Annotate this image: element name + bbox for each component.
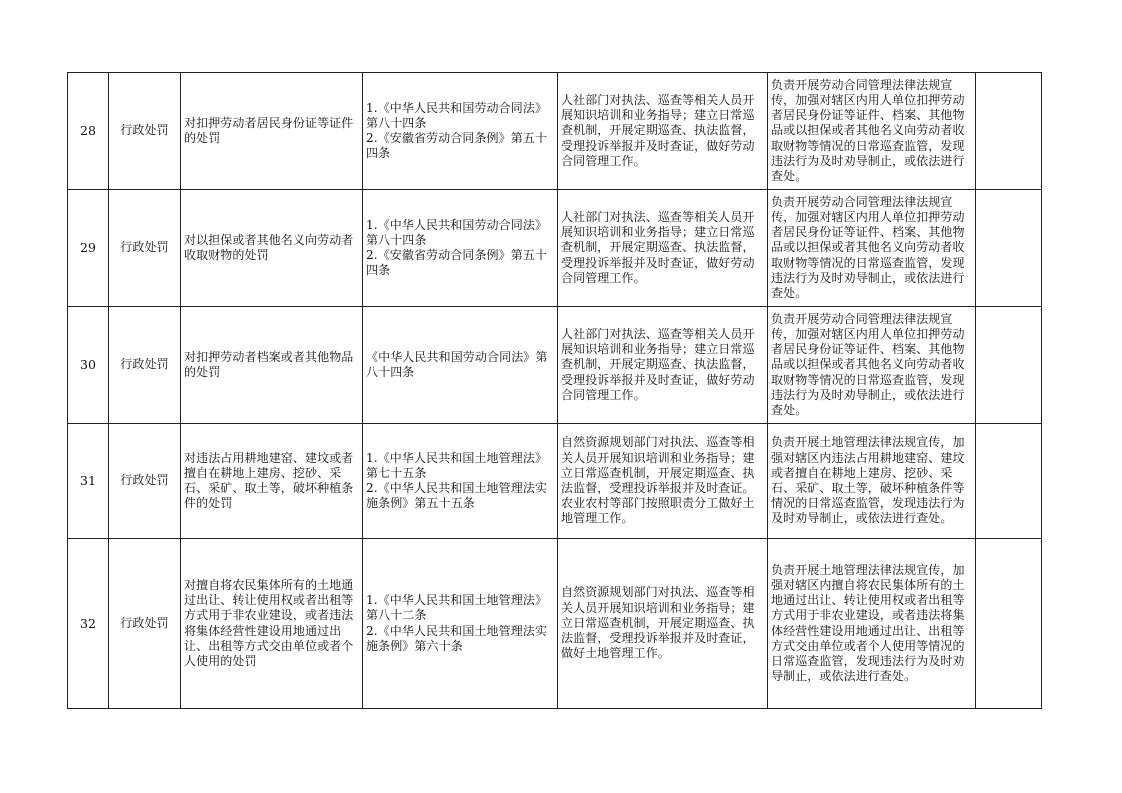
item-cell: 对以担保或者其他名义向劳动者收取财物的处罚	[181, 190, 363, 307]
basis-cell	[363, 190, 558, 307]
row-number: 30	[68, 307, 109, 424]
remark-cell	[976, 539, 1042, 709]
category-cell: 行政处罚	[109, 539, 181, 709]
table-row	[68, 424, 1042, 539]
item-cell: 对违法占用耕地建窑、建坟或者擅自在耕地上建房、挖砂、采石、采矿、取土等，破坏种植条件的处罚	[181, 424, 363, 539]
duty-cell: 负责开展劳动合同管理法律法规宣传，加强对辖区内用人单位扣押劳动者居民身份证等证件、档案、其他物品或以担保或者其他名义向劳动者收取财物等情况的日常巡查监管，发现违法行为及时劝导制止，或依法进行查处。	[768, 190, 976, 307]
table-row	[68, 307, 1042, 424]
basis-line: 2.《中华人民共和国土地管理法实施条例》第五十五条	[366, 481, 548, 511]
basis-line: 2.《中华人民共和国土地管理法实施条例》第六十条	[366, 623, 548, 653]
item-cell: 对扣押劳动者居民身份证等证件的处罚	[181, 73, 363, 190]
basis-line: 2.《安徽省劳动合同条例》第五十四条	[366, 248, 548, 278]
remark-cell	[976, 307, 1042, 424]
row-number: 32	[68, 539, 109, 709]
basis-cell	[363, 73, 558, 190]
basis-cell	[363, 539, 558, 709]
row-number: 31	[68, 424, 109, 539]
responsibility-table	[67, 72, 1042, 709]
basis-line: 1.《中华人民共和国劳动合同法》第八十四条	[366, 100, 548, 130]
category-cell: 行政处罚	[109, 424, 181, 539]
remark-cell	[976, 73, 1042, 190]
supervision-cell: 自然资源规划部门对执法、巡查等相关人员开展知识培训和业务指导；建立日常巡查机制，开展定期巡查、执法监督，受理投诉举报并及时查证。农业农村等部门按照职责分工做好土地管理工作。	[558, 424, 768, 539]
duty-cell: 负责开展土地管理法律法规宣传，加强对辖区内擅自将农民集体所有的土地通过出让、转让使用权或者出租等方式用于非农业建设，或者违法将集体经营性建设用地通过出让、出租等方式交由单位或者个人使用等情况的日常巡查监管，发现违法行为及时劝导制止，或依法进行查处。	[768, 539, 976, 709]
supervision-cell: 人社部门对执法、巡查等相关人员开展知识培训和业务指导；建立日常巡查机制，开展定期巡查、执法监督，受理投诉举报并及时查证，做好劳动合同管理工作。	[558, 190, 768, 307]
supervision-cell: 人社部门对执法、巡查等相关人员开展知识培训和业务指导；建立日常巡查机制，开展定期巡查、执法监督，受理投诉举报并及时查证，做好劳动合同管理工作。	[558, 307, 768, 424]
supervision-cell: 自然资源规划部门对执法、巡查等相关人员开展知识培训和业务指导；建立日常巡查机制，开展定期巡查、执法监督，受理投诉举报并及时查证，做好土地管理工作。	[558, 539, 768, 709]
supervision-cell: 人社部门对执法、巡查等相关人员开展知识培训和业务指导；建立日常巡查机制，开展定期巡查、执法监督，受理投诉举报并及时查证，做好劳动合同管理工作。	[558, 73, 768, 190]
table-row	[68, 73, 1042, 190]
item-cell: 对扣押劳动者档案或者其他物品的处罚	[181, 307, 363, 424]
row-number: 29	[68, 190, 109, 307]
basis-cell	[363, 424, 558, 539]
basis-line: 1.《中华人民共和国土地管理法》第八十二条	[366, 593, 548, 623]
basis-line: 1.《中华人民共和国劳动合同法》第八十四条	[366, 217, 548, 247]
basis-line: 1.《中华人民共和国土地管理法》第七十五条	[366, 450, 548, 480]
category-cell: 行政处罚	[109, 73, 181, 190]
category-cell: 行政处罚	[109, 190, 181, 307]
basis-cell	[363, 307, 558, 424]
basis-line: 《中华人民共和国劳动合同法》第八十四条	[366, 349, 548, 379]
category-cell: 行政处罚	[109, 307, 181, 424]
duty-cell: 负责开展土地管理法律法规宣传，加强对辖区内违法占用耕地建窑、建坟或者擅自在耕地上建房、挖砂、采石、采矿、取土等，破坏种植条件等情况的日常巡查监管，发现违法行为及时劝导制止，或依法进行查处。	[768, 424, 976, 539]
basis-line: 2.《安徽省劳动合同条例》第五十四条	[366, 131, 548, 161]
duty-cell: 负责开展劳动合同管理法律法规宣传，加强对辖区内用人单位扣押劳动者居民身份证等证件、档案、其他物品或以担保或者其他名义向劳动者收取财物等情况的日常巡查监管，发现违法行为及时劝导制止，或依法进行查处。	[768, 73, 976, 190]
duty-cell: 负责开展劳动合同管理法律法规宣传，加强对辖区内用人单位扣押劳动者居民身份证等证件、档案、其他物品或以担保或者其他名义向劳动者收取财物等情况的日常巡查监管，发现违法行为及时劝导制止，或依法进行查处。	[768, 307, 976, 424]
row-number: 28	[68, 73, 109, 190]
remark-cell	[976, 424, 1042, 539]
item-cell: 对擅自将农民集体所有的土地通过出让、转让使用权或者出租等方式用于非农业建设，或者违法将集体经营性建设用地通过出让、出租等方式交由单位或者个人使用的处罚	[181, 539, 363, 709]
table-row	[68, 539, 1042, 709]
table-row	[68, 190, 1042, 307]
remark-cell	[976, 190, 1042, 307]
